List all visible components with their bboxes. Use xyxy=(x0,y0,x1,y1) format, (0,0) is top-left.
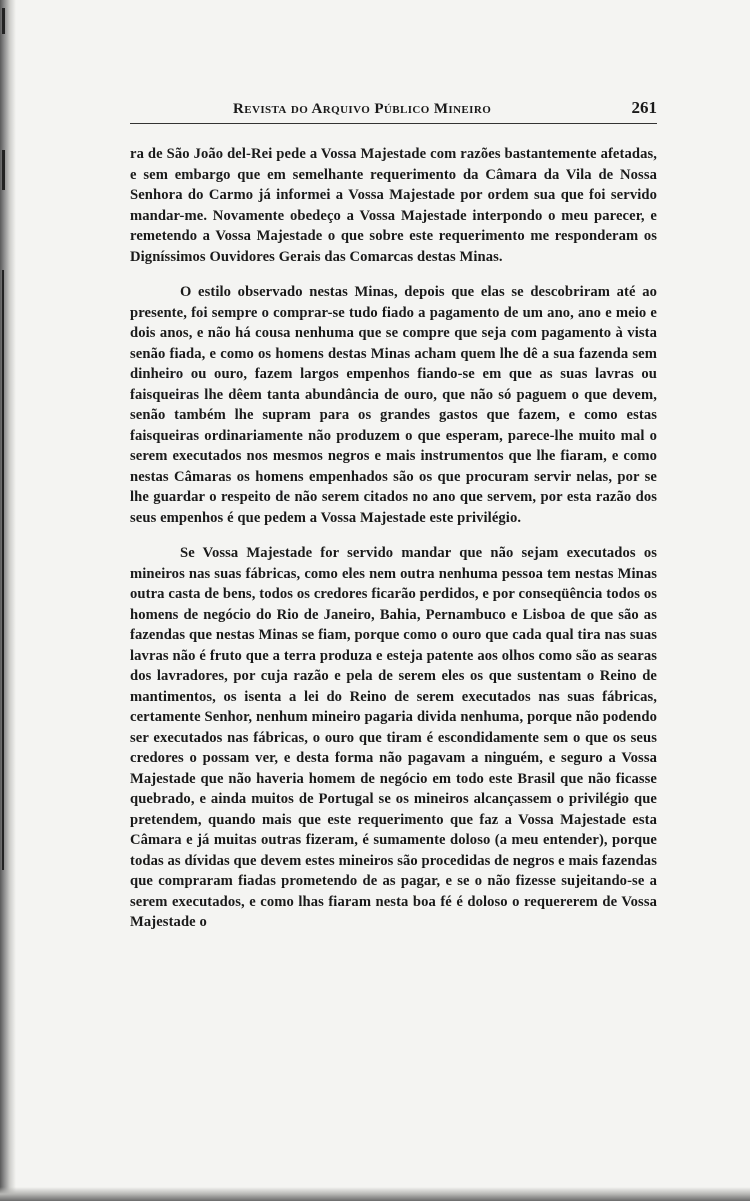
running-head xyxy=(130,95,657,124)
paragraph-2: O estilo observado nestas Minas, depois que elas se descobriram até ao presente, foi sempre o comprar-se tudo fiado a pagamento de um ano, ano e meio e dois anos, e não há cousa nenhuma que se compre que seja com pagamento à vista senão fiada, e como os homens destas Minas acham quem lhe dê a sua fazenda sem dinheiro ou ouro, fazem largos empenhos fiando-se em que as suas lavras ou faisqueiras lhe dêem tanta abundância de ouro, que não só paguem o que devem, senão também lhe supram para os grandes gastos que fazem, e como estas faisqueiras ordinariamente não produzem o que esperam, parece-lhe muito mal o serem executados nos mesmos negros e mais instrumentos que lhe fiaram, e como nestas Câmaras os homens empenhados são os que procuram servir nelas, por se lhe guardar o respeito de não serem citados no ano que servem, por esta razão dos seus empenhos é que pedem a Vossa Majestade este privilégio. xyxy=(130,284,657,526)
binding-mark xyxy=(2,270,4,870)
page-number: 261 xyxy=(631,98,657,117)
binding-mark xyxy=(2,150,5,190)
book-page xyxy=(130,95,657,948)
paragraph-1: ra de São João del-Rei pede a Vossa Majestade com razões bastantemente afetadas, e sem embargo que em semelhante requerimento da Câmara da Vila de Nossa Senhora do Carmo já informei a Vossa Majestade por ordem sua que foi servido mandar-me. Novamente obedeço a Vossa Majestade interpondo o meu parecer, e remetendo a Vossa Majestade o que sobre este requerimento me responderam os Digníssimos Ouvidores Gerais das Comarcas destas Minas. xyxy=(130,146,657,265)
paragraph-3: Se Vossa Majestade for servido mandar que não sejam executados os mineiros nas suas fábricas, como eles nem outra nenhuma pessoa tem nestas Minas outra casta de bens, todos os credores ficarão perdidos, e por conseqüência todos os homens de negócio do Rio de Janeiro, Bahia, Pernambuco e Lisboa de que são as fazendas que nestas Minas se fiam, porque como o ouro que cada qual tira nas suas lavras não é fruto que a terra produza e esteja patente aos olhos como são as searas dos lavradores, por cuja razão e pela de serem eles os que sustentam o Reino de mantimentos, os isenta a lei do Reino de serem executados nas suas fábricas, certamente Senhor, nenhum mineiro pagaria divida nenhuma, porque não podendo ser executados nas fábricas, o ouro que tiram é escondidamente sem o que os seus credores o possam ver, e desta forma não pagavam a ninguém, e seguro a Vossa Majestade que não haveria homem de negócio em todo este Brasil que não ficasse quebrado, e ainda muitos de Portugal se os mineiros alcançassem o privilégio que pretendem, quando mais que este requerimento que faz a Vossa Majestade esta Câmara e já muitas outras fizeram, é sumamente doloso (a meu entender), porque todas as dívidas que devem estes mineiros são procedidas de negros e mais fazendas que compraram fiadas prometendo de as pagar, e se o não fizesse sujeitando-se a serem executados, e como lhas fiaram nesta boa fé é doloso o requererem de Vossa Majestade o xyxy=(130,545,657,930)
binding-mark xyxy=(2,8,5,34)
page-bottom-edge xyxy=(0,1187,750,1201)
page-binding-edge xyxy=(0,0,16,1201)
body-text xyxy=(130,144,657,933)
running-title: Revista do Arquivo Público Mineiro xyxy=(233,101,492,117)
